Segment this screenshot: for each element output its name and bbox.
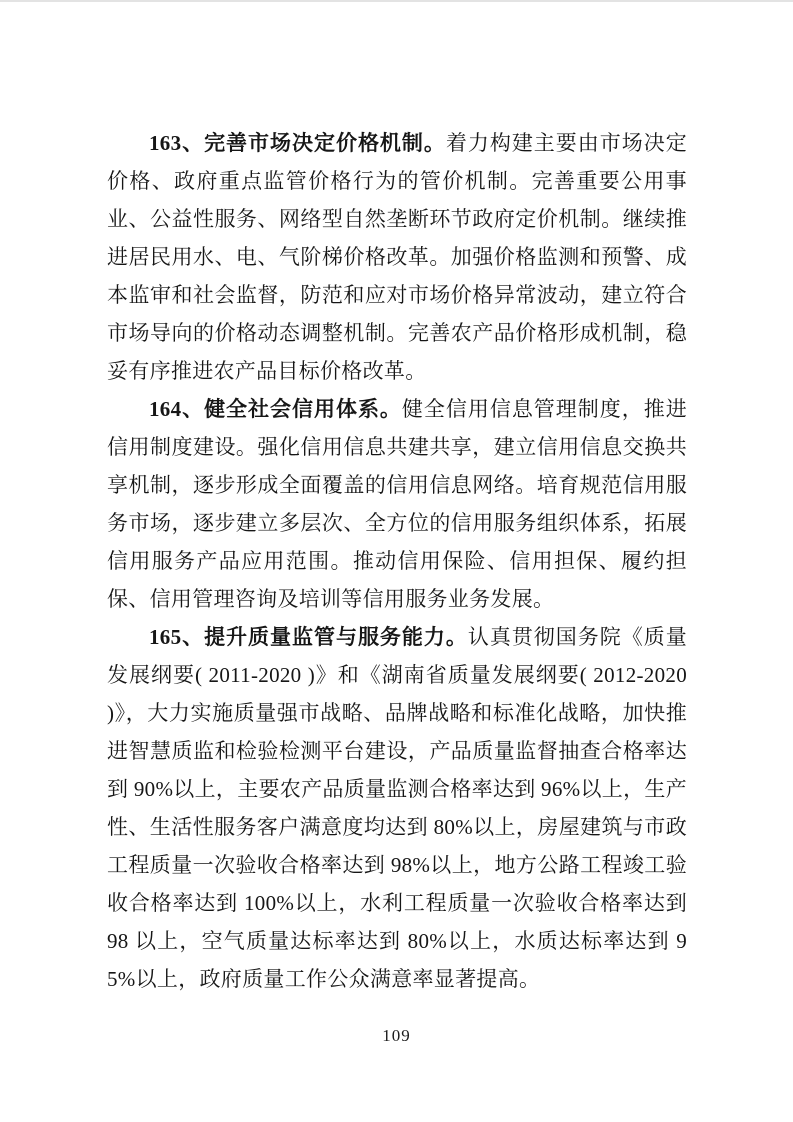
document-text-block (107, 124, 687, 998)
paragraph-163-body: 着力构建主要由市场决定价格、政府重点监管价格行为的管价机制。完善重要公用事业、公益性服务、网络型自然垄断环节政府定价机制。继续推进居民用水、电、气阶梯价格改革。加强价格监测和预警、成本监审和社会监督，防范和应对市场价格异常波动，建立符合市场导向的价格动态调整机制。完善农产品价格形成机制，稳妥有序推进农产品目标价格改革。 (107, 131, 687, 383)
paragraph-165-heading: 165、提升质量监管与服务能力。 (149, 625, 468, 649)
scan-edge-line (0, 0, 793, 2)
paragraph-164 (107, 390, 687, 618)
paragraph-163-heading: 163、完善市场决定价格机制。 (149, 131, 446, 155)
paragraph-165 (107, 618, 687, 998)
paragraph-164-body: 健全信用信息管理制度，推进信用制度建设。强化信用信息共建共享，建立信用信息交换共享机制，逐步形成全面覆盖的信用信息网络。培育规范信用服务市场，逐步建立多层次、全方位的信用服务组织体系，拓展信用服务产品应用范围。推动信用保险、信用担保、履约担保、信用管理咨询及培训等信用服务业务发展。 (107, 397, 687, 611)
page-number: 109 (382, 1026, 411, 1045)
paragraph-163 (107, 124, 687, 390)
paragraph-165-body: 认真贯彻国务院《质量发展纲要( 2011-2020 )》和《湖南省质量发展纲要( 2012-2020 )》，大力实施质量强市战略、品牌战略和标准化战略，加快推进智慧质监和检验检测平台建设，产品质量监督抽查合格率达到 90%以上，主要农产品质量监测合格率达到 96%以上，生产性、生活性服务客户满意度均达到 80%以上，房屋建筑与市政工程质量一次验收合格率达到 98%以上，地方公路工程竣工验收合格率达到 100%以上，水利工程质量一次验收合格率达到 98 以上，空气质量达标率达到 80%以上，水质达标率达到 95%以上，政府质量工作公众满意率显著提高。 (107, 625, 687, 991)
paragraph-164-heading: 164、健全社会信用体系。 (149, 397, 402, 421)
